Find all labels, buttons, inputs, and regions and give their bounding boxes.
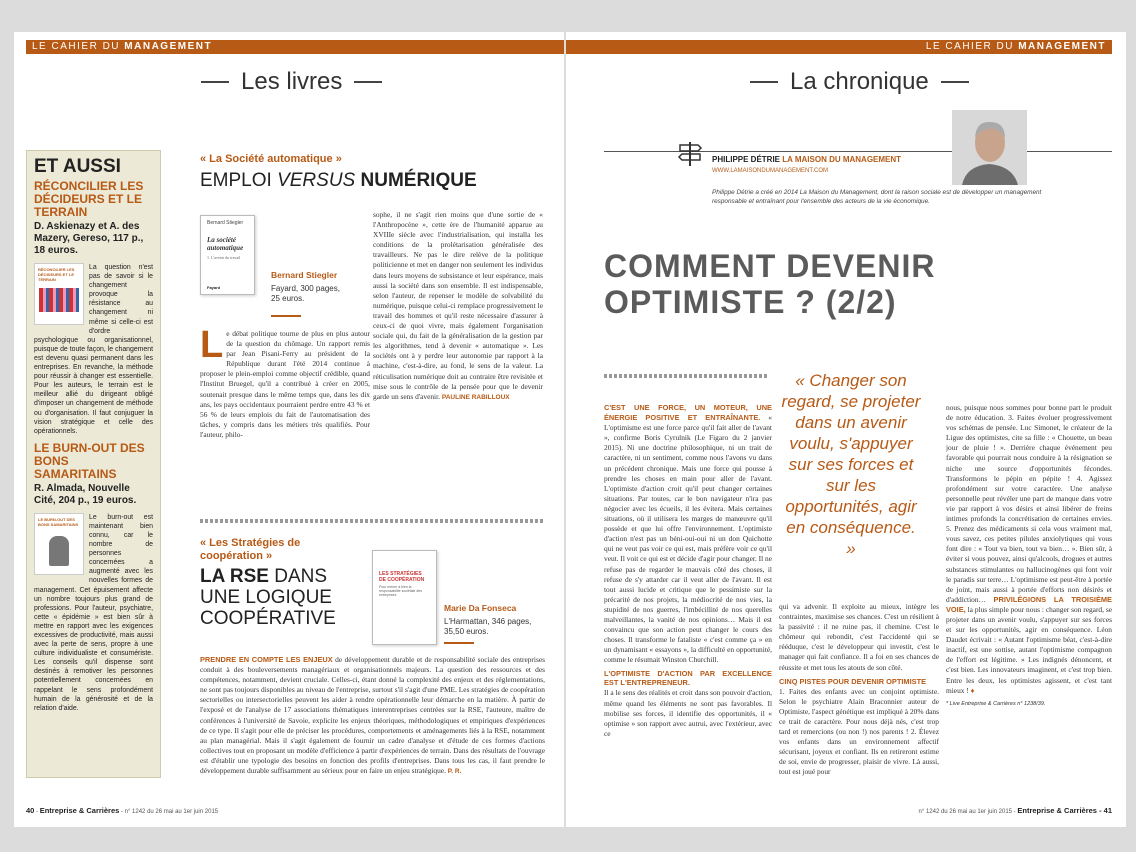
sidebar-book2-text: Le burn-out est maintenant bien connu, car le nombre de personnes concernées a augmenté avec les nouvelles formes de management. Cet épuisement affecte un nombre toujours plus grand de professions. Pour l'auteur, psychiatre, cette « épidémie » est bien sûr à mettre en rapport avec les exigences excessives de productivité, mais aussi avec la perte de sens, propre à une culture individualiste et consumériste. Les conseils qu'il dispense sont destinés à remotiver les personnes potentiellement concernées en rappelant le sens profondément humain de la générosité et de la relation d'aide.: [34, 513, 153, 712]
book-cover-burnout: LE BURN-OUT DES BONS SAMARITAINS: [34, 513, 84, 575]
section-title-livres: Les livres: [189, 68, 394, 96]
sidebar-book1-title: RÉCONCILIER LES DÉCIDEURS ET LE TERRAIN: [34, 179, 144, 219]
review2-author-info: Marie Da Fonseca L'Harmattan, 346 pages, 35,50 euros.: [444, 603, 532, 636]
left-page: [14, 32, 564, 827]
pull-quote: « Changer son regard, se projeter dans un avenir voulu, s'appuyer sur ses forces et sur les opportunités, agir en conséquence. »: [781, 371, 921, 558]
review1-author-info: Bernard Stiegler Fayard, 300 pages, 25 euros.: [271, 270, 340, 303]
footer-right: n° 1242 du 26 mai au 1er juin 2015 - Entreprise & Carrières - 41: [918, 806, 1112, 815]
review2-text: PRENDRE EN COMPTE LES ENJEUX de développement durable et de responsabilité sociale des entreprises conduit à des bouleversements managériaux et organisationnels majeurs. La question des ressources et des compétences, notamment, devient cruciale. Celles-ci, étant donné la complexité des enjeux et des réglementations, ne sont pas toujours disponibles au niveau de l'entreprise, surtout s'il s'agit d'une PME. Les stratégies de coopération sectorielles ou intersectorielles peuvent les aider à rendre opérationnelle leur démarche en la matière. À partir de l'exposé et de l'analyse de 17 associations thématiques interentreprises centrées sur la RSE, l'auteure, maître de conférences à l'université de Savoie, explicite les enjeux théoriques, méthodologiques et empiriques d'expériences de ce type. Il s'agit pour elle de préciser les procédures, comportements et aménagements liés à la RSE, notamment au plan managérial. Mais il s'agit également de fournir un cadre d'analyse et d'étude de ces formes d'actions collectives tout en proposant un modèle d'efficience à partir d'expériences de terrain. Dans des résultats de l'ouvrage est d'établir une typologie des besoins en fonction des profils d'entreprises. Dans tous les cas, il faut prendre le développement durable suffisamment au sérieux pour en faire un enjeu stratégique. P. R.: [200, 655, 545, 776]
sidebar-book1-text: La question n'est pas de savoir si le changement provoque la résistance au changement ni même si celle-ci est d'ordre psychologique ou organisationnel, puisque de toute façon, le changement est devenu quasi permanent dans les entreprises. En revanche, la méthode pour réussir à changer est essentielle. Pour les auteurs, le terrain est le meilleur allié du dirigeant obligé d'imposer un changement de méthode ou d'organisation. Il faut conjuguer la vision stratégique et celle des opérationnels.: [34, 264, 153, 435]
review1-kicker: « La Société automatique »: [200, 153, 342, 165]
columnist-url[interactable]: WWW.LAMAISONDUMANAGEMENT.COM: [712, 168, 829, 174]
review2-kicker: « Les Stratégies de coopération »: [200, 537, 301, 562]
chronique-col3: nous, puisque nous sommes pour bonne part le produit de notre éducation. 3. Faites évoluer progressivement vos schémas de pensée. Luc Simonet, le créateur de la Ligue des optimistes, cite sa fille : « Chouette, un beau jour de pluie ! ». Derrière chaque événement peu favorable qui pourrait nous conduire à la résignation se niche une source d'opportunités fécondes. Transformons le pépin en pépite ! 4. Agissez profondément sur votre caractère. Une analyse personnelle peut révéler une part de manque dans votre vie par rapport à vos désirs et ainsi libérer de freins intimes profonds la concrétisation de certaines envies. 5. Prenez des médicaments si cela vous vraiment mal, vous savez, ces petites pilules anxiolytiques qui vous font dire : « Tout va bien, tout va bien… ». Bien sûr, à éviter si vous pouvez, ainsi qu'alcools, drogues et autres substances stimulantes ou hallucinogènes qui font voir le paradis sur terre… L'optimisme est peut-être à portée de joint, mais aussi à portée d'efforts non désirés et d'addiction… PRIVILÉGIONS LA TROISIÈME VOIE, la plus simple pour nous : changer son regard, se projeter dans un avenir voulu, s'appuyer sur ses forces et sur les opportunités, agir en conséquence. Léon Daudet écrivait : « Autant l'optimisme béat, c'est-à-dire inactif, est une sottise, autant l'optimisme compagnon de l'effort est légitime. » Les indignés dénoncent, et c'est bien. Les innovateurs imaginent, et c'est trop bien. Entre les deux, les optimistes agissent, et c'est tant mieux ! ♦ * Live Entreprise & Carrières n° 1238/39.: [946, 403, 1112, 707]
book-cover-societe-automatique: Bernard Stiegler La société automatique 1. L'avenir du travail Fayard: [200, 215, 255, 295]
header-band-left: LE CAHIER DU MANAGEMENT: [26, 40, 564, 54]
et-aussi-sidebar: [26, 150, 161, 778]
sidebar-title: ET AUSSI: [34, 156, 121, 177]
columnist-bio: Philippe Détrie a créé en 2014 La Maison du Management, dont la raison sociale est de développer un management responsable et entraînant pour l'ensemble des acteurs de la vie économique.: [712, 189, 1042, 205]
sidebar-book2-ref: R. Almada, Nouvelle Cité, 204 p., 19 euros.: [34, 482, 137, 506]
separator: [200, 519, 545, 523]
review2-headline: LA RSE DANS UNE LOGIQUE COOPÉRATIVE: [200, 566, 336, 629]
columnist-photo: [952, 110, 1027, 185]
chronique-col1: C'EST UNE FORCE, UN MOTEUR, UNE ÉNERGIE POSITIVE ET ENTRAÎNANTE. « L'optimisme est une force parce qu'il fait aller de l'avant », confirme Boris Cyrulnik (Le Figaro du 2 janvier 2015). Ni une doctrine philosophique, ni un trait de caractère, ni un sentiment, comme nous l'avons vu dans un précédent chronique. Mais une force qui pousse à prendre les choses en main pour aller de l'avant. L'optimiste d'action croit qu'il peut changer certaines situations. Par toutes, car le bon navigateur n'ira pas négocier avec les écueils, il les évitera. Mais certaines situations, où il utilisera les marges de manœuvre qu'il possède et que lui offre l'environnement. L'optimiste d'action n'est pas un béni-oui-oui ni un don Quichotte qui ne veut pas voir ce qui est, mais préfère voir ce qu'il veut. Il voit ce qui est et décide d'agir pour changer. Il ne refuse pas de regarder le mauvais côté des choses, il refuse de s'y attarder car il veut aller de l'avant. Il est tout aussi lucide et critique que le pessimiste sur la précarité de nos projets, la médiocrité de nos vies, la stupidité de nos guerres, l'imbécillité de nos querelles malveillantes, la vanité de nos opinions… Mais il est convaincu que son action peut changer le cours des choses. Il transforme le fataliste « c'est comme ça » en un dynamisant « essayons », la difficulté en opportunité, comme le résumait Winston Churchill. L'OPTIMISTE D'ACTION PAR EXCELLENCE EST L'ENTREPRENEUR. Il a le sens des réalités et croit dans son pouvoir d'action, même quand les éléments ne sont pas favorables. Il mobilise ses forces, il identifie des opportunités, il « optimise » son rapport avec autrui, avec l'extérieur, avec ce: [604, 403, 772, 738]
columnist-name: PHILIPPE DÉTRIE LA MAISON DU MANAGEMENT: [712, 155, 902, 164]
sidebar-book2-title: LE BURN-OUT DES BONS SAMARITAINS: [34, 440, 145, 481]
review1-col2: sophe, il ne s'agit rien moins que d'une sortie de « l'Anthropocène », cette ère de l'humanité apparue au XVIIIe siècle avec l'industrialisation, qui installa les conditions de la prolétarisation généralisée des travailleurs. Ne pas le dire relève de la politique politicienne et met en danger non seulement les individus dans leurs moyens de subsistance et leur espérance, mais aussi la société dans son ensemble. Il est indispensable, selon l'auteur, de repenser le modèle de solvabilité du numérique, puisque celui-ci remplace progressivement le travail des hommes et qu'il reste nécessaire d'assurer à ceux-ci de quoi vivre, mais également l'organisation sociale qui, du fait de la généralisation de la gestion par les algorithmes, tend à devenir « automatique ». Les sociétés ont à y perdre leur autonomie par rapport à la machine, c'est-à-dire, au fond, le sens de la valeur. La réticulisation numérique doit au contraire être revisitée et mise sous le contrôle de la pensée pour que le devenir garde un sens d'avenir. PAULINE RABILLOUX: [373, 210, 543, 401]
article-title: COMMENT DEVENIR OPTIMISTE ? (2/2): [604, 248, 936, 320]
chronique-col2: qui va advenir. Il exploite au mieux, intègre les contraintes, maximise ses chances. C'est un résilient à la passivité : il ne ruine pas, il chemine. C'est le chômeur qui rebondit, c'est l'accidenté qui se rééduque, c'est le développeur qui investit, c'est le manager qui fait confiance. Il a foi en ses chances de réussite et met tous les atouts de son côté. CINQ PISTES POUR DEVENIR OPTIMISTE 1. Faites des enfants avec un conjoint optimiste. Selon le psychiatre Alain Braconnier auteur de Optimiste, l'aspect génétique est impliqué à 20% dans ce trait de caractère. Pour nous déjà nés, c'est trop tard et remercions (ou non !) nos parents ! 2. Élevez vos enfants dans un environnement affectif sécurisant, joyeux et confiant. Ils en retireront estime de soi, envie de progresser, plaisir de vivre. Là aussi, tout est joué pour: [779, 602, 939, 777]
header-band-right: LE CAHIER DU MANAGEMENT: [566, 40, 1112, 54]
footer-left: 40 - Entreprise & Carrières - n° 1242 du 26 mai au 1er juin 2015: [26, 806, 219, 815]
separator-left: [604, 374, 769, 378]
sidebar-book1-ref: D. Askienazy et A. des Mazery, Gereso, 117 p., 18 euros.: [34, 221, 144, 256]
review1-headline: EMPLOI VERSUS NUMÉRIQUE: [200, 170, 477, 191]
signpost-icon: [676, 140, 704, 168]
book-cover-strategies-cooperation: LES STRATÉGIES DE COOPÉRATION Pour mener à bien la responsabilité sociétale des entreprises: [372, 550, 437, 645]
book-cover-reconcilier: RÉCONCILIER LES DÉCIDEURS ET LE TERRAIN: [34, 263, 84, 325]
right-page: [566, 32, 1126, 827]
section-title-chronique: La chronique: [738, 68, 981, 96]
review1-col1: Le débat politique tourne de plus en plus autour de la question du chômage. Un rapport remis par Jean Pisani-Ferry au président de la République durant l'été 2014 continue à proposer le plein-emploi comme objectif crédible, quand l'Institut Bruegel, qu'il a contribué à créer en 2005, soutenait presque dans le même temps que, dans les dix ans, les pays occidentaux pourraient perdre entre 43 % et 56 % de leurs emplois du fait de l'automatisation des tâches, y compris dans les métiers très qualifiés. Pour l'auteur, philo-: [200, 329, 370, 439]
